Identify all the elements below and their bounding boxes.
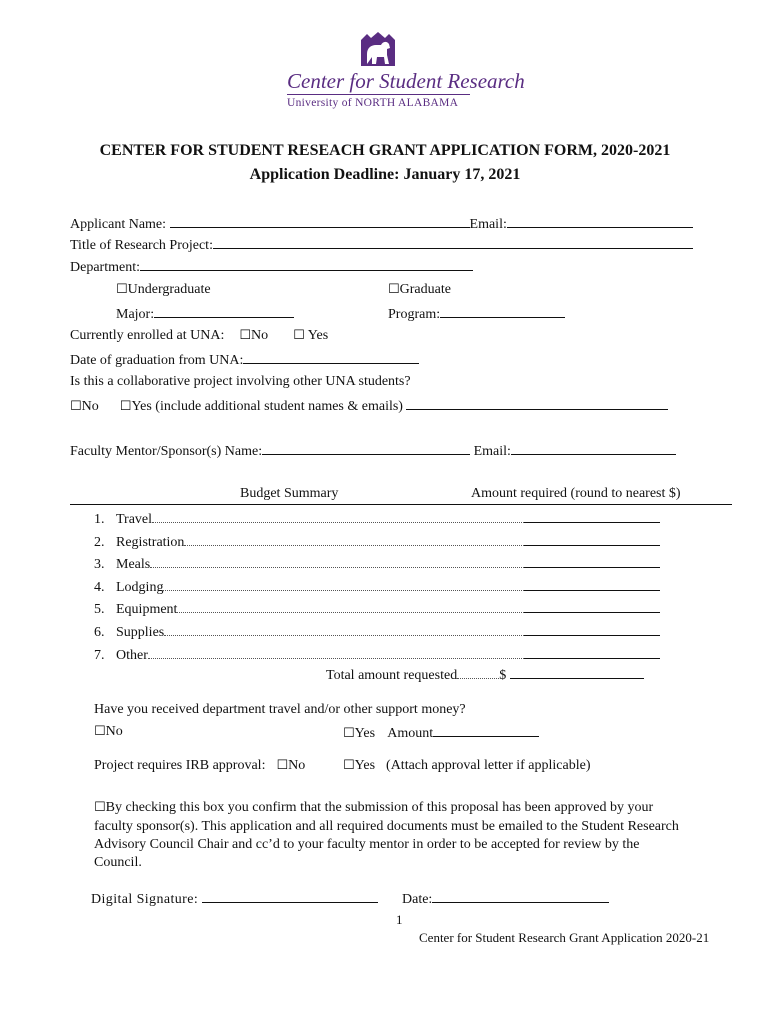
- project-title-field[interactable]: [213, 236, 693, 249]
- applicant-email-field[interactable]: [507, 215, 693, 228]
- irb-row-left: [94, 758, 305, 774]
- graduation-field[interactable]: [243, 351, 419, 364]
- major-label: Major:: [116, 307, 155, 322]
- confirm-line-2: faculty sponsor(s). This application and all required documents must be emailed to the Student Research: [94, 819, 679, 834]
- applicant-name-label: Applicant Name:: [70, 217, 167, 232]
- budget-item-amount-field[interactable]: [524, 646, 660, 659]
- budget-divider: [70, 504, 732, 505]
- major-field[interactable]: [154, 305, 294, 318]
- irb-row-right: [343, 758, 591, 774]
- program-label: Program:: [388, 307, 441, 322]
- support-amount-label: Amount: [387, 726, 434, 741]
- date-field[interactable]: [432, 890, 609, 903]
- enrolled-no-label: No: [251, 328, 269, 343]
- budget-item-number: 6.: [94, 625, 105, 640]
- support-amount-field[interactable]: [433, 724, 539, 737]
- budget-item-leader: [150, 557, 524, 568]
- collab-question: Is this a collaborative project involving other UNA students?: [70, 374, 411, 389]
- program-field[interactable]: [440, 305, 565, 318]
- undergraduate-label: Undergraduate: [127, 282, 211, 297]
- irb-note: (Attach approval letter if applicable): [386, 758, 591, 773]
- collab-yes-checkbox[interactable]: ☐: [119, 399, 132, 414]
- budget-item-number: 5.: [94, 602, 105, 618]
- support-no-option[interactable]: [94, 724, 123, 740]
- support-yes-label: Yes: [354, 726, 376, 741]
- irb-label: Project requires IRB approval:: [94, 758, 266, 773]
- department-label: Department:: [70, 260, 140, 275]
- graduate-checkbox[interactable]: ☐: [388, 282, 400, 297]
- budget-item-number: 4.: [94, 579, 105, 595]
- major-row: [116, 305, 294, 323]
- irb-no-checkbox[interactable]: ☐: [276, 758, 289, 773]
- budget-item-row: [94, 533, 660, 551]
- support-question: Have you received department travel and/or other support money?: [94, 702, 466, 717]
- project-title-label: Title of Research Project:: [70, 238, 213, 253]
- budget-item-amount-field[interactable]: [524, 600, 660, 613]
- undergraduate-option[interactable]: [116, 282, 211, 298]
- graduation-label: Date of graduation from UNA:: [70, 353, 244, 368]
- budget-item-leader: [164, 625, 524, 636]
- mentor-name-field[interactable]: [262, 442, 470, 455]
- applicant-email-label: Email:: [469, 217, 507, 232]
- applicant-name-row: [70, 215, 693, 233]
- budget-item-row: [94, 646, 660, 664]
- date-row: [402, 890, 609, 908]
- enrolled-no-checkbox[interactable]: ☐: [239, 328, 252, 343]
- budget-amount-label: Amount required (round to nearest $): [471, 486, 681, 501]
- footer-text: Center for Student Research Grant Application 2020-21: [419, 930, 710, 945]
- budget-item-amount-field[interactable]: [524, 533, 660, 546]
- logo-divider: [287, 94, 470, 95]
- budget-item-leader: [163, 580, 524, 591]
- graduation-row: [70, 351, 419, 369]
- support-yes-row: [343, 724, 539, 742]
- logo-title: Center for Student Research: [287, 69, 525, 93]
- budget-item-row: [94, 510, 660, 528]
- budget-item-row: [94, 578, 660, 596]
- collab-row: [70, 397, 668, 415]
- mentor-email-field[interactable]: [511, 442, 676, 455]
- mentor-email-label: Email:: [473, 444, 511, 459]
- collab-no-label: No: [81, 399, 99, 414]
- budget-item-label: Registration: [116, 534, 185, 550]
- project-title-row: [70, 236, 693, 254]
- budget-item-label: Equipment: [116, 602, 178, 618]
- currency-symbol: $: [499, 668, 507, 683]
- enrolled-yes-checkbox[interactable]: ☐: [293, 328, 305, 343]
- enrolled-row: [70, 328, 328, 344]
- mentor-row: [70, 442, 676, 460]
- graduate-option[interactable]: [388, 282, 451, 298]
- enrolled-label: Currently enrolled at UNA:: [70, 328, 225, 343]
- budget-item-number: 1.: [94, 512, 105, 527]
- enrolled-yes-label: Yes: [307, 328, 329, 343]
- applicant-name-field[interactable]: [170, 215, 470, 228]
- irb-yes-label: Yes: [354, 758, 376, 773]
- confirm-checkbox[interactable]: ☐: [94, 800, 106, 815]
- budget-item-row: [94, 600, 660, 618]
- irb-no-label: No: [288, 758, 306, 773]
- budget-item-label: Other: [116, 647, 148, 663]
- collab-yes-label: Yes (include additional student names & emails): [131, 399, 403, 414]
- deadline-text: Application Deadline: January 17, 2021: [249, 166, 521, 183]
- total-amount-field[interactable]: [510, 666, 644, 679]
- budget-item-label: Travel: [116, 512, 153, 527]
- date-label: Date:: [402, 892, 433, 907]
- budget-item-amount-field[interactable]: [524, 510, 660, 523]
- graduate-label: Graduate: [399, 282, 451, 297]
- budget-item-amount-field[interactable]: [524, 578, 660, 591]
- budget-item-number: 2.: [94, 534, 105, 550]
- budget-item-amount-field[interactable]: [524, 555, 660, 568]
- budget-item-row: [94, 555, 660, 573]
- confirm-line-4: Council.: [94, 855, 142, 870]
- budget-item-leader: [152, 512, 524, 523]
- page-title: CENTER FOR STUDENT RESEACH GRANT APPLICATION FORM, 2020-2021: [99, 142, 671, 159]
- signature-row: [91, 890, 378, 908]
- confirm-line-1: [94, 800, 653, 816]
- collab-no-checkbox[interactable]: ☐: [70, 399, 82, 414]
- confirm-line-3: Advisory Council Chair and cc’d to your faculty mentor in order to be accepted for review by the: [94, 837, 640, 852]
- signature-label: Digital Signature:: [91, 892, 199, 907]
- budget-item-row: [94, 623, 660, 641]
- total-label: Total amount requested: [326, 668, 458, 683]
- total-dots: [457, 668, 499, 679]
- program-row: [388, 305, 565, 323]
- budget-item-leader: [177, 602, 524, 613]
- budget-item-leader: [184, 535, 524, 546]
- support-no-label: No: [105, 724, 123, 739]
- page-number: 1: [396, 912, 403, 927]
- budget-item-amount-field[interactable]: [524, 623, 660, 636]
- budget-item-leader: [148, 648, 524, 659]
- budget-item-number: 7.: [94, 647, 105, 663]
- irb-yes-checkbox[interactable]: ☐: [343, 758, 355, 773]
- lion-logo-icon: [359, 30, 397, 68]
- budget-item-label: Supplies: [116, 625, 165, 640]
- undergraduate-checkbox[interactable]: ☐: [116, 282, 128, 297]
- department-field[interactable]: [140, 258, 473, 271]
- logo-subtitle: University of NORTH ALABAMA: [287, 97, 459, 109]
- support-no-checkbox[interactable]: ☐: [94, 724, 106, 739]
- support-yes-checkbox[interactable]: ☐: [343, 726, 355, 741]
- confirm-text-1: By checking this box you confirm that the submission of this proposal has been approved by your: [105, 800, 654, 815]
- total-row: [326, 666, 644, 684]
- mentor-name-label: Faculty Mentor/Sponsor(s) Name:: [70, 444, 263, 459]
- collab-names-field[interactable]: [406, 397, 668, 410]
- budget-item-label: Meals: [116, 557, 151, 573]
- budget-summary-label: Budget Summary: [240, 486, 339, 501]
- department-row: [70, 258, 473, 276]
- budget-item-number: 3.: [94, 557, 105, 573]
- budget-item-label: Lodging: [116, 579, 164, 595]
- signature-field[interactable]: [202, 890, 378, 903]
